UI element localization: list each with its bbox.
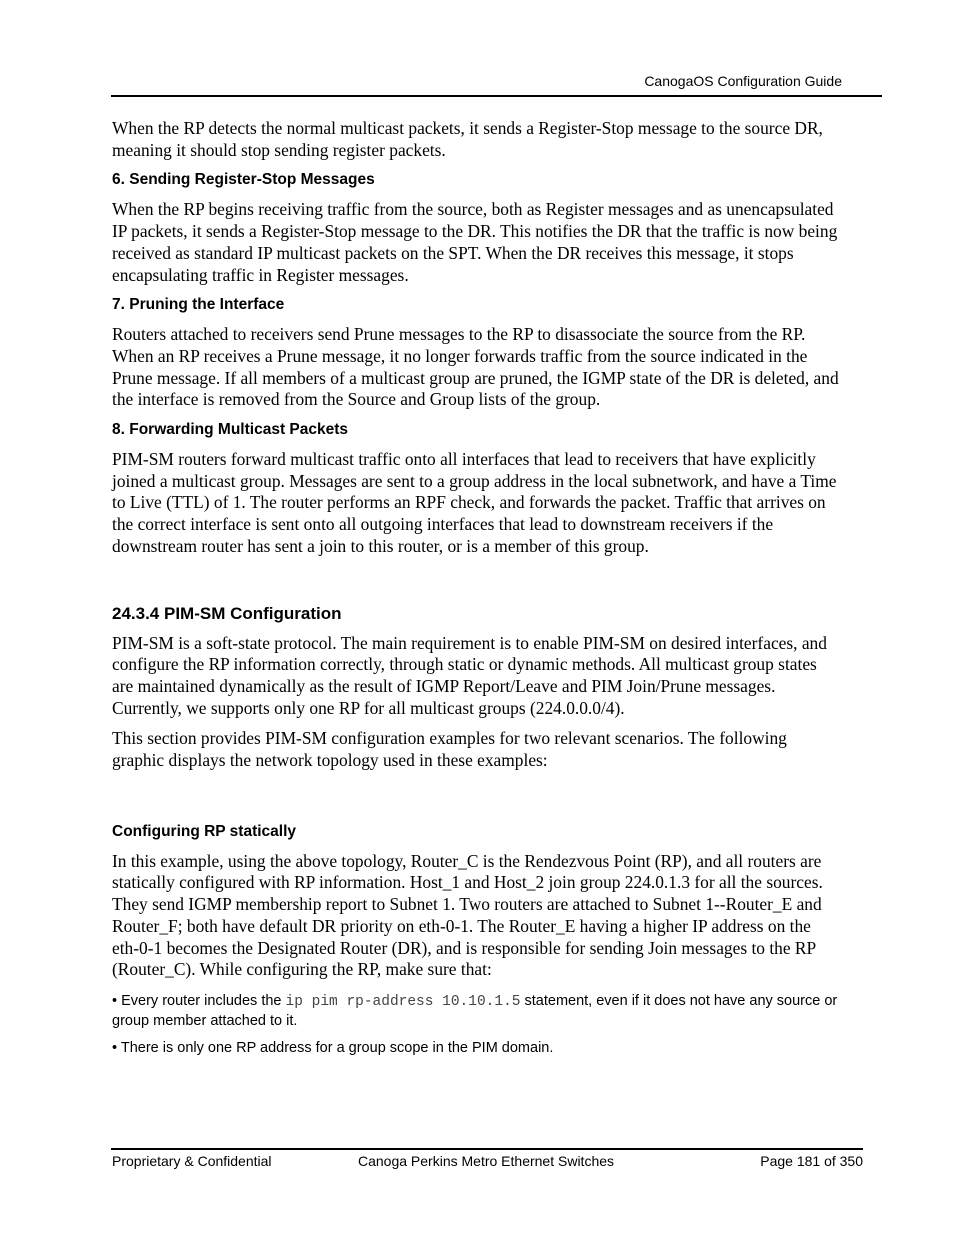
bullet-text: There is only one RP address for a group scope in the PIM domain.	[120, 1039, 554, 1056]
subsection-title: Configuring RP statically	[112, 822, 297, 840]
bullet-icon: •	[112, 992, 122, 1009]
bullet-text-post: statement, even if it does not have any source or group member attached to it.	[112, 992, 838, 1029]
paragraph-rp-static-example: In this example, using the above topology, Router_C is the Rendezvous Point (RP), and all routers are statically configured with RP information. Host_1 and Host_2 join group 224.0.1.3 for all the sources. They send IGMP membership report to Subnet 1. Two routers are attached to Subnet 1--Router_E and Router_F; both have default DR priority on eth-0-1. The Router_E having a higher IP address on the eth-0-1 becomes the Designated Router (DR), and is responsible for sending Join messages to the RP (Router_C). While configuring the RP, make sure that:	[112, 850, 823, 980]
footer-rule	[111, 1148, 863, 1150]
header-rule	[111, 95, 882, 97]
running-header: CanogaOS Configuration Guide	[644, 73, 842, 89]
paragraph-pim-sm-overview: PIM-SM is a soft-state protocol. The main requirement is to enable PIM-SM on desired interfaces, and configure the RP information correctly, through static or dynamic methods. All multicast group states are maintained dynamically as the result of IGMP Report/Leave and PIM Join/Prune messages. Currently, we supports only one RP for all multicast groups (224.0.0.0/4).	[112, 632, 827, 718]
bullet-item-single-rp	[112, 1039, 842, 1058]
paragraph-register-stop-intro: When the RP detects the normal multicast packets, it sends a Register-Stop message to the source DR, meaning it should stop sending register packets.	[112, 118, 823, 160]
footer-confidentiality: Proprietary & Confidential	[112, 1153, 272, 1169]
section-title: 24.3.4 PIM-SM Configuration	[112, 603, 342, 623]
page-content	[112, 118, 842, 1058]
heading-forwarding-multicast: 8. Forwarding Multicast Packets	[112, 421, 349, 439]
paragraph-pruning-interface: Routers attached to receivers send Prune messages to the RP to disassociate the source from the RP. When an RP receives a Prune message, it no longer forwards traffic from the source indicated in the Prune message. If all members of a multicast group are pruned, the IGMP state of the DR is deleted, and the interface is removed from the Source and Group lists of the group.	[112, 324, 839, 410]
bullet-item-rp-address	[112, 992, 842, 1031]
paragraph-pim-sm-scenarios: This section provides PIM-SM configuration examples for two relevant scenarios. The following graphic displays the network topology used in these examples:	[112, 728, 787, 771]
footer-product-name: Canoga Perkins Metro Ethernet Switches	[358, 1153, 615, 1169]
paragraph-forwarding-multicast: PIM-SM routers forward multicast traffic onto all interfaces that lead to receivers that have explicitly joined a multicast group. Messages are sent to a group address in the local subnetwork, and have a Time to Live (TTL) of 1. The router performs an RPF check, and forwards the packet. Traffic that arrives on the correct interface is sent onto all outgoing interfaces that lead to downstream receivers if the downstream router has sent a join to this router, or is a member of this group.	[112, 449, 837, 556]
paragraph-sending-register-stop: When the RP begins receiving traffic from the source, both as Register messages and as unencapsulated IP packets, it sends a Register-Stop message to the DR. This notifies the DR that the traffic is now being received as standard IP multicast packets on the SPT. When the DR receives this message, it stops encapsulating traffic in Register messages.	[112, 199, 838, 285]
bullet-text-pre: Every router includes the	[121, 992, 286, 1009]
heading-sending-register-stop: 6. Sending Register-Stop Messages	[112, 171, 375, 189]
footer-page-number: Page 181 of 350	[760, 1153, 863, 1169]
code-rp-address: ip pim rp-address 10.10.1.5	[285, 993, 521, 1010]
heading-pruning-interface: 7. Pruning the Interface	[112, 296, 285, 314]
bullet-icon: •	[112, 1039, 121, 1056]
